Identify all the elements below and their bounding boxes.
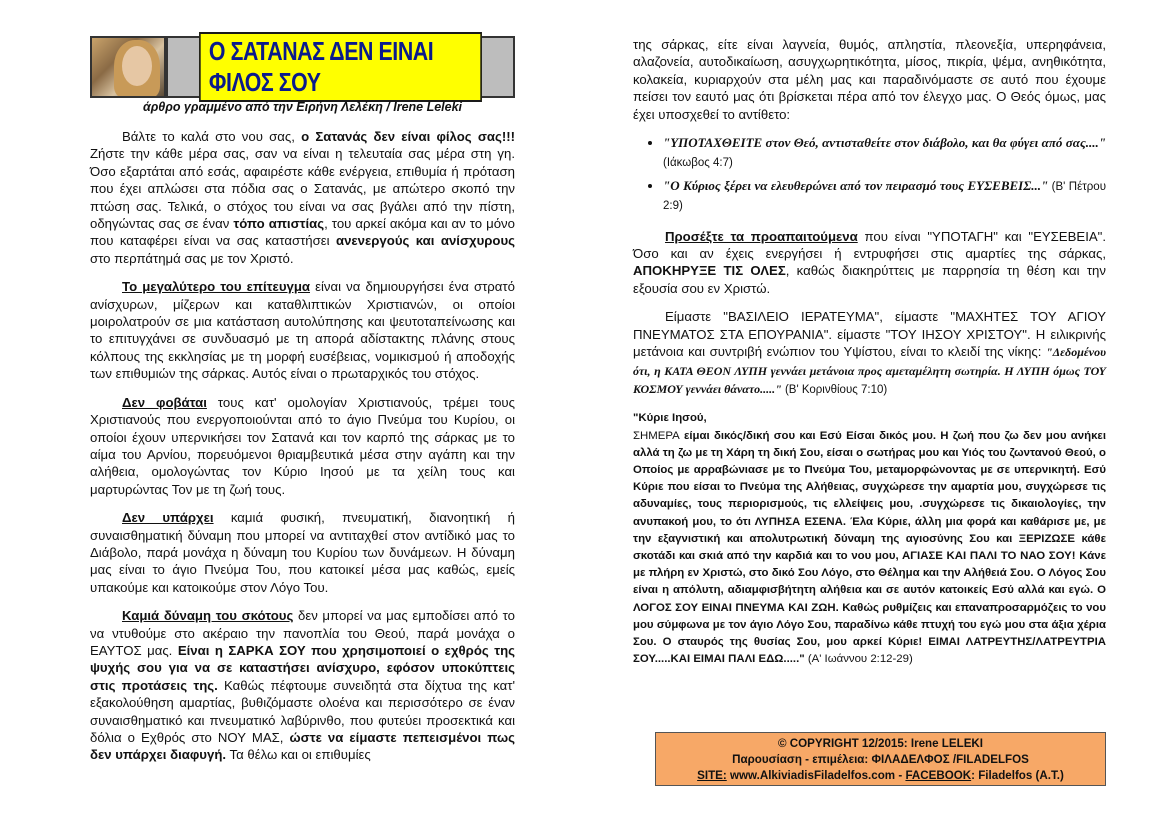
title-banner [166, 36, 515, 98]
site-link[interactable]: www.AlkiviadisFiladelfos.com - [726, 769, 906, 782]
paragraph-5: Καμιά δύναμη του σκότους δεν μπορεί να μας εμποδίσει από το να ντυθούμε στο ακέραιο την πανοπλία του Θεού, παρά μονάχα ο ΕΑΥΤΟΣ μας. Είναι η ΣΑΡΚΑ ΣΟΥ που χρησιμοποιεί ο εχθρός της ψυχής σου για να σε καταστήσει ανίσχυρο, εφόσον υποκύπτεις στις προτάσεις της. Καθώς πέφτουμε συνειδητά στα δίχτυα της κατ' εξακολούθηση αμαρτίας, βυθιζόμαστε ολοένα και περισσότερο σε έναν συναισθηματικό και πνευματικό λαβύρινθο, που φυτεύει προσεκτικά και δόλια ο Εχθρός στο ΝΟΥ ΜΑΣ, ώστε να είμαστε πεπεισμένοι πως δεν υπάρχει διαφυγή. Τα θέλω και οι επιθυμίες [90, 608, 515, 763]
article-title: Ο ΣΑΤΑΝΑΣ ΔΕΝ ΕΙΝΑΙ ΦΙΛΟΣ ΣΟΥ [199, 32, 482, 102]
paragraph-2: Το μεγαλύτερο του επίτευγμα είναι να δημιουργήσει ένα στρατό ανίσχυρων, μίζερων και καταθλιπτικών Χριστιανών, οι οποίοι μοιρολατρούν σε μια κατάσταση αυτολύπησης και ψευτοταπείνωσης και το επιτυγχάνει σε συνδυασμό με τη απορά αδίστακτης πλάνης στους κόλπους της εκκλησίας με τη μορφή ευσέβειας, νομικισμού ή αποδοχής των επιθυμιών της σάρκας. Αυτός είναι ο πρωταρχικός του στόχος. [90, 279, 515, 382]
author-photo [90, 36, 166, 98]
scripture-quotes [633, 134, 1106, 216]
byline: άρθρο γραμμένο από την Ειρήνη Λελέκη / Irene Leleki [142, 100, 463, 114]
presentation-line: Παρουσίαση - επιμέλεια: ΦΙΛΑΔΕΛΦΟΣ /FILADELFOS [732, 753, 1029, 766]
paragraph-prerequisites: Προσέξτε τα προαπαιτούμενα που είναι "ΥΠΟΤΑΓΗ" και "ΕΥΣΕΒΕΙΑ". Όσο και αν έχεις ενεργήσει ή εντρυφήσει στις αμαρτίες της σάρκας, ΑΠΟΚΗΡΥΞΕ ΤΙΣ ΟΛΕΣ, καθώς διακηρύττεις με παρρησία τη θέση και την εξουσία σου εν Χριστώ. [633, 228, 1106, 296]
prayer-heading: "Κύριε Ιησού, [633, 412, 707, 425]
paragraph-continued: της σάρκας, είτε είναι λαγνεία, θυμός, απληστία, πλεονεξία, υπερηφάνεια, αλαζονεία, αυτοδικαίωση, ασυγχωρητικότητα, μίσος, πικρία, ψέμα, ανηθικότητα, κολακεία, κυριαρχούν στα μέλη μας και παραδινόμαστε σε αυτό που έχουμε πείσει τον εαυτό μας ότι βρίσκεται πέρα από τον έλεγχο μας. Ο Θεός όμως, μας έχει υποσχεθεί το αντίθετο: [633, 37, 1106, 122]
prayer: "Κύριε Ιησού, ΣΗΜΕΡΑ είμαι δικός/δική σου και Εσύ Είσαι δικός μου. Η ζωή που ζω δεν μου ανήκει αλλά τη ζω με τη Χάρη τη δική Σου, είσαι ο σωτήρας μου και Υιός του ζωντανού Θεού, ο Οποίος με αρραβώνιασε με το Πνεύμα Του, μεταμορφώνοντας με σε υπερνικητή. Εσύ Κύριε που είσαι το Πνεύμα της Αλήθειας, συγχώρεσε την αμαρτία μου, συγχώρεσε τις αδυναμίες, τους περιορισμούς, τις ελλείψεις μου, .συγχώρεσε τις δικαιολογίες, την ανυπακοή μου, το ότι ΛΥΠΗΣΑ ΕΣΕΝΑ. Έλα Κύριε, άλλη μια φορά και καθάρισε με, με την εξαγνιστική και απολυτρωτική δύναμη της αγιοσύνης Σου και ΞΕΡΙΖΩΣΕ κάθε σκοτάδι και σκιά από την καρδιά και το νου μου, ΑΓΙΑΣΕ ΚΑΙ ΠΑΛΙ ΤΟ ΝΑΟ ΣΟΥ! Κάνε με πλήρη εν Χριστώ, στο δικό Σου Λόγο, στο Θέλημα και την Αλήθειά Σου. Ο Λόγος Σου είναι η απόλυτη, αδιαμφισβήτητη αλήθεια και σε αυτόν κατοικείς Εσύ αλλά και εγώ. Ο ΛΟΓΟΣ ΣΟΥ ΕΙΝΑΙ ΠΝΕΥΜΑ ΚΑΙ ΖΩΗ. Καθώς ρυθμίζεις και επαναπροσαρμόζεις το νου μου σύμφωνα με τον άγιο Λόγο Σου, παραδίνω κάθε πτυχή του εγώ μου στα άξια χέρια Σου. Ο σταυρός της θυσίας Σου, μου αρκεί Κύριε! ΕΙΜΑΙ ΛΑΤΡΕΥΤΗΣ/ΛΑΤΡΕΥΤΡΙΑ ΣΟΥ.....ΚΑΙ ΕΙΜΑΙ ΠΑΛΙ ΕΔΩ....." (Α' Ιωάννου 2:12-29) [633, 412, 1106, 666]
paragraph-3: Δεν φοβάται τους κατ' ομολογίαν Χριστιανούς, τρέμει τους Χριστιανούς που ενεργοποιούνται από το άγιο Πνεύμα του Κυρίου, οι οποίοι έχουν υπερνικήσει τον Σατανά και τον καρπό της σάρκας με το αίμα του Αρνίου, πορευόμενοι θριαμβευτικά μέσα στην αγάπη και την αλήθεια, ομολογώντας τον Κύριο Ιησού με τα χείλη τους και μαρτυρώντας Τον με τη ζωή τους. [90, 394, 516, 497]
copyright-box [655, 732, 1106, 786]
copyright-line: © COPYRIGHT 12/2015: Irene LELEKI [777, 737, 984, 750]
paragraph-4: Δεν υπάρχει καμιά φυσική, πνευματική, διανοητική ή συναισθηματική δύναμη που μπορεί να αντιταχθεί στον αντίδικό μας το Διάβολο, παρά μονάχα η δύναμη του Κυρίου των δυνάμεων. Η δύναμη μας είναι το άγιο Πνεύμα Του, που κατοικεί μέσα μας καθώς, εμείς υπακούμε και κατοικούμε στον Λόγο Του. [90, 510, 515, 595]
facebook-link[interactable]: : Filadelfos (A.T.) [971, 769, 1064, 782]
right-column [633, 36, 1106, 679]
links-line: SITE: www.AlkiviadisFiladelfos.com - FACEBOOK: Filadelfos (A.T.) [697, 769, 1064, 782]
article-header [90, 36, 515, 98]
quote-item: • "ΥΠΟΤΑΧΘΕΙΤΕ στον Θεό, αντισταθείτε στον διάβολο, και θα φύγει από σας...." (Ιάκωβος 4:7) [663, 134, 1106, 173]
quote-item: • "Ο Κύριος ξέρει να ελευθερώνει από τον πειρασμό τους ΕΥΣΕΒΕΙΣ..." (Β' Πέτρου 2:9) [663, 177, 1106, 216]
paragraph-1: Βάλτε το καλά στο νου σας, ο Σατανάς δεν είναι φίλος σας!!! Ζήστε την κάθε μέρα σας, σαν να είναι η τελευταία σας μέρα στη γη. Όσο εξαρτάται από εσάς, αφαιρέστε κάθε ενέργεια, επιθυμία ή πρόταση που έχει απλώσει στα πόδια σας ο Σατανάς, με απώτερο σκοπό την πτώση σας. Τελικά, ο στόχος του είναι να σας βγάλει από την πίστη, οδηγώντας σας σε έναν τόπο απιστίας, του αρκεί ακόμα και αν το μόνο που καταφέρει είναι να σας καταστήσει ανενεργούς και ανίσχυρους στο περπάτημά σας με τον Χριστό. [90, 129, 516, 266]
left-column [90, 128, 515, 775]
paragraph-kingdom: Είμαστε "ΒΑΣΙΛΕΙΟ ΙΕΡΑΤΕΥΜΑ", είμαστε "ΜΑΧΗΤΕΣ ΤΟΥ ΑΓΙΟΥ ΠΝΕΥΜΑΤΟΣ ΣΤΑ ΕΠΟΥΡΑΝΙΑ". είμαστε "ΤΟΥ ΙΗΣΟΥ ΧΡΙΣΤΟΥ". Η ειλικρινής μετάνοια και συντριβή ενώπιον του Υψίστου, είναι το κλειδί της νίκης: "Δεδομένου ότι, η ΚΑΤΑ ΘΕΟΝ ΛΥΠΗ γεννάει μετάνοια προς αμεταμέλητη σωτηρία. Η ΛΥΠΗ όμως ΤΟΥ ΚΟΣΜΟΥ γεννάει θάνατο....." (Β' Κορινθίους 7:10) [633, 309, 1106, 396]
